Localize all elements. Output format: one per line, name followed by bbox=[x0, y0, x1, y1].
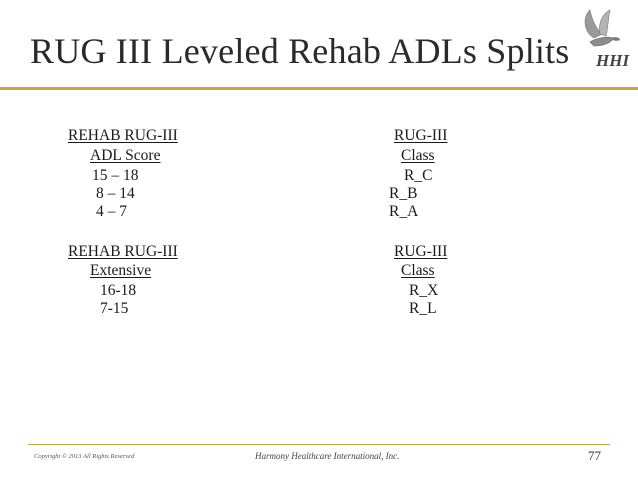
table2-right-subheader: Class bbox=[401, 262, 435, 279]
table2-right-row: R_X bbox=[409, 282, 439, 299]
table1-right-subheader: Class bbox=[401, 147, 435, 164]
table1-left-header: REHAB RUG-III bbox=[68, 127, 178, 144]
title-divider bbox=[0, 87, 638, 90]
table1-right-header: RUG-III bbox=[394, 127, 448, 144]
table2-left-header: REHAB RUG-III bbox=[68, 243, 178, 260]
hhi-logo-icon bbox=[576, 8, 632, 70]
table1-right-row: R_B bbox=[389, 185, 418, 202]
copyright-notice: Copyright © 2013 All Rights Reserved bbox=[34, 453, 135, 460]
page-number: 77 bbox=[588, 448, 601, 463]
table1-left-subheader: ADL Score bbox=[90, 147, 161, 164]
table1-right-row: R_A bbox=[389, 203, 419, 220]
table2-right-row: R_L bbox=[409, 300, 437, 317]
page-title: RUG III Leveled Rehab ADLs Splits bbox=[30, 31, 570, 71]
company-name: Harmony Healthcare International, Inc. bbox=[255, 451, 400, 461]
table1-right-row: R_C bbox=[404, 167, 433, 184]
table1-left-row: 8 – 14 bbox=[96, 185, 135, 202]
table2-left-row: 7-15 bbox=[100, 300, 129, 317]
table2-left-row: 16-18 bbox=[100, 282, 137, 299]
table2-right-header: RUG-III bbox=[394, 243, 448, 260]
footer-divider bbox=[28, 444, 610, 445]
table2-left-subheader: Extensive bbox=[90, 262, 152, 279]
table1-left-row: 15 – 18 bbox=[92, 167, 139, 184]
svg-text:HHI: HHI bbox=[596, 51, 630, 70]
table1-left-row: 4 – 7 bbox=[96, 203, 127, 220]
